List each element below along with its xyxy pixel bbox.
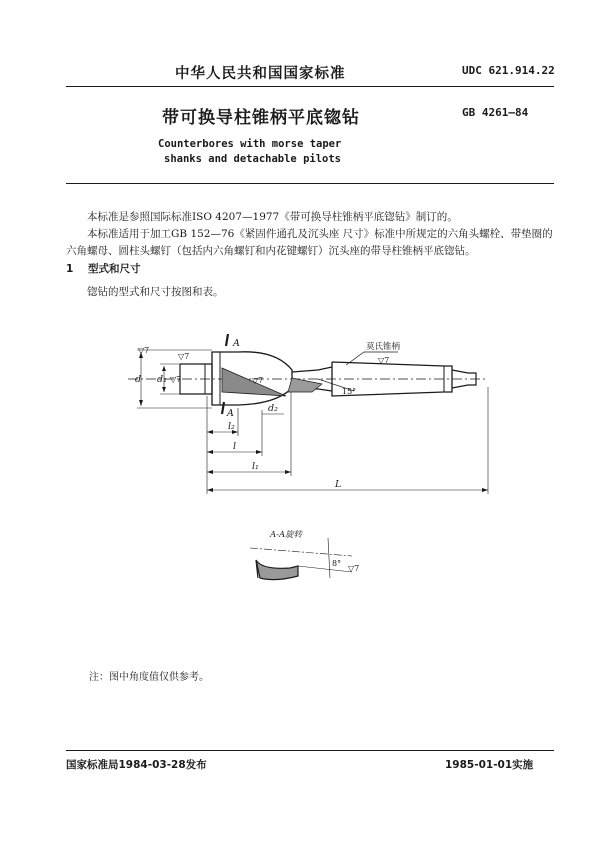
section-mark-a-top: A (233, 338, 240, 349)
paragraph-scope: 本标准适用于加工GB 152—76《紧固件通孔及沉头座 尺寸》标准中所规定的六角头螺栓、带垫圈的六角螺母、圆柱头螺钉（包括内六角螺钉和内花键螺钉）沉头座的带导柱锥柄平底锪钻。 (66, 228, 553, 257)
effective-date: 1985-01-01实施 (445, 759, 534, 771)
english-title-line-2: shanks and detachable pilots (164, 153, 342, 165)
roughness-mark-5: ▽7 (378, 356, 390, 365)
angle-15-label: 15° (342, 387, 357, 396)
issuing-org: 中华人民共和国国家标准 (175, 66, 346, 82)
document-title: 带可换导柱锥柄平底锪钻 (162, 108, 360, 128)
udc-code: UDC 621.914.22 (462, 64, 555, 77)
paragraph-reference: 本标准是参照国际标准ISO 4207—1977《带可换导柱锥柄平底锪钻》制订的。 (87, 211, 458, 223)
dim-L-label: L (335, 479, 342, 490)
detail-roughness-mark: ▽7 (348, 564, 360, 573)
section-number: 1 (66, 263, 74, 275)
roughness-mark-1: ▽7 (138, 346, 150, 355)
roughness-mark-2: ▽7 (178, 352, 190, 361)
detail-angle-label: 8° (332, 559, 342, 568)
roughness-mark-3: ▽7 (170, 375, 182, 384)
standard-number: GB 4261—84 (462, 106, 529, 119)
section-text: 锪钻的型式和尺寸按图和表。 (87, 286, 224, 298)
dim-d1-label: d₁ (157, 374, 167, 385)
dim-d-label: d (135, 374, 142, 385)
figure-note: 注：图中角度值仅供参考。 (89, 672, 209, 683)
section-mark-a-bottom: A (227, 408, 234, 419)
dim-l-label: l (233, 441, 237, 452)
roughness-mark-4: ▽7 (252, 376, 264, 385)
dim-l1-label: l₁ (252, 461, 259, 472)
issue-date: 国家标准局1984-03-28发布 (66, 759, 207, 771)
section-title: 型式和尺寸 (88, 263, 141, 275)
footer-rule (66, 750, 554, 751)
english-title-line-1: Counterbores with morse taper (158, 138, 342, 150)
morse-taper-label: 莫氏锥柄 (366, 342, 401, 352)
dim-d2-label: d₂ (268, 403, 278, 414)
detail-title: A-A旋转 (270, 530, 303, 540)
dim-l2-label: l₂ (228, 421, 235, 432)
